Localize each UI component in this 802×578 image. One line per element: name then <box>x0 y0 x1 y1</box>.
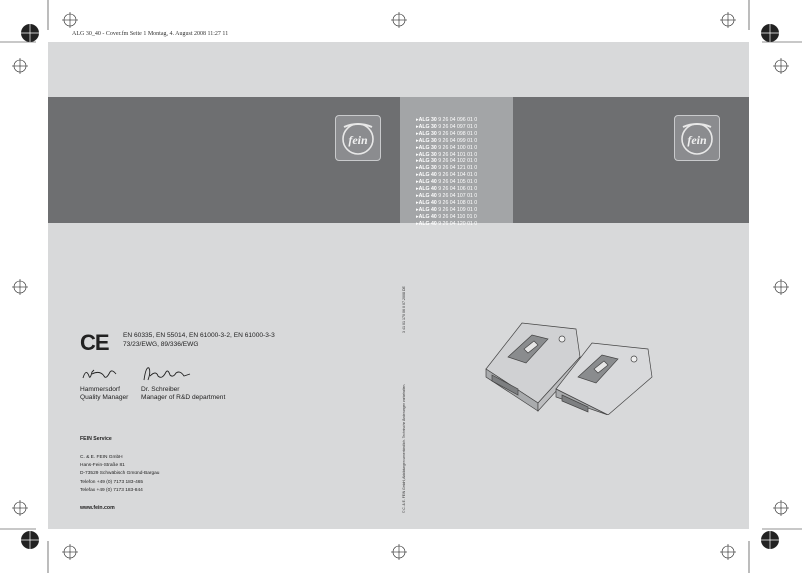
bullet-arrow-icon: ▸ <box>416 144 419 151</box>
model-name: ALG 30 <box>418 158 437 165</box>
bullet-arrow-icon: ▸ <box>416 192 419 199</box>
order-number-row <box>416 193 477 200</box>
order-number: 9 26 04 121 01 0 <box>438 165 478 172</box>
order-number-row <box>416 145 477 152</box>
order-number-row <box>416 172 477 179</box>
order-number: 9 26 04 100 01 0 <box>438 144 478 151</box>
bullet-arrow-icon: ▸ <box>416 165 419 172</box>
order-number-row <box>416 186 477 193</box>
address-line: Telefax +49 (0) 7173 183-844 <box>80 487 143 493</box>
signer-schreiber <box>141 386 225 402</box>
order-number: 9 26 04 102 01 0 <box>438 158 478 165</box>
bullet-arrow-icon: ▸ <box>416 123 419 130</box>
svg-text:fein: fein <box>348 133 368 147</box>
order-number: 9 26 04 099 01 0 <box>438 137 478 144</box>
fein-logo-left <box>335 115 381 161</box>
model-name: ALG 40 <box>418 192 437 199</box>
document-number: 3 41 01 170 06 0 07.2008 DE <box>402 286 406 333</box>
order-number: 9 26 04 107 01 0 <box>438 192 478 199</box>
order-number-row <box>416 165 477 172</box>
fein-logo-icon <box>336 116 380 160</box>
signer-hammersdorf <box>80 386 128 402</box>
model-name: ALG 40 <box>418 220 437 227</box>
website-link[interactable]: www.fein.com <box>80 505 115 511</box>
signature-icon <box>80 366 118 384</box>
order-number: 9 26 04 101 01 0 <box>438 151 478 158</box>
order-number: 9 26 04 120 01 0 <box>438 220 478 227</box>
address-line: D-73529 Schwäbisch Gmünd-Bargau <box>80 471 160 477</box>
model-name: ALG 30 <box>418 144 437 151</box>
bullet-arrow-icon: ▸ <box>416 137 419 144</box>
order-number-row <box>416 214 477 221</box>
svg-text:fein: fein <box>687 133 707 147</box>
signer-title: Quality Manager <box>80 394 129 401</box>
service-heading: FEIN Service <box>80 436 112 442</box>
ce-mark: CE <box>80 330 109 355</box>
bullet-arrow-icon: ▸ <box>416 186 419 193</box>
signer-name: Hammersdorf <box>80 386 120 393</box>
fein-logo-right <box>674 115 720 161</box>
order-number: 9 26 04 110 01 0 <box>438 213 477 220</box>
order-number: 9 26 04 104 01 0 <box>438 172 478 179</box>
order-number-row <box>416 200 477 207</box>
model-name: ALG 40 <box>418 179 437 186</box>
model-name: ALG 40 <box>418 206 437 213</box>
order-number-row <box>416 152 477 159</box>
standards-line: 73/23/EWG, 89/336/EWG <box>123 340 199 348</box>
bullet-arrow-icon: ▸ <box>416 158 419 165</box>
order-number-row <box>416 131 477 138</box>
bullet-arrow-icon: ▸ <box>416 117 419 123</box>
order-number-row <box>416 124 477 131</box>
model-name: ALG 30 <box>418 137 437 144</box>
model-name: ALG 30 <box>418 130 437 137</box>
order-number: 9 26 04 098 01 0 <box>438 130 478 137</box>
order-number-list <box>416 117 477 228</box>
address-line: Hans-Fein-Straße 81 <box>80 463 125 469</box>
bullet-arrow-icon: ▸ <box>416 179 419 186</box>
bullet-arrow-icon: ▸ <box>416 199 419 206</box>
address-line: Telefon +49 (0) 7173 183-465 <box>80 479 144 485</box>
battery-charger-image <box>478 315 668 415</box>
bullet-arrow-icon: ▸ <box>416 151 419 158</box>
model-name: ALG 30 <box>418 151 437 158</box>
signer-name: Dr. Schreiber <box>141 386 180 393</box>
fein-logo-icon <box>675 116 719 160</box>
service-address <box>80 454 159 495</box>
model-name: ALG 30 <box>418 123 437 130</box>
order-number-row <box>416 138 477 145</box>
order-number: 9 26 04 105 01 0 <box>438 179 478 186</box>
standards-line: EN 60335, EN 55014, EN 61000-3-2, EN 61000-3-3 <box>123 332 275 339</box>
signer-title: Manager of R&D department <box>141 394 226 401</box>
model-name: ALG 30 <box>418 117 437 123</box>
print-slug: ALG 30_40 - Cover.fm Seite 1 Montag, 4. August 2008 11:27 11 <box>72 31 229 37</box>
model-name: ALG 30 <box>418 165 437 172</box>
bullet-arrow-icon: ▸ <box>416 213 419 220</box>
order-number-row <box>416 221 477 228</box>
model-name: ALG 40 <box>418 172 437 179</box>
order-number: 9 26 04 109 01 0 <box>438 206 478 213</box>
standards-block <box>123 332 275 349</box>
order-number: 9 26 04 097 01 0 <box>438 123 478 130</box>
copyright-notice: © C. & E. FEIN GmbH, Abbildungen unverbindlich. Technische Änderungen vorbehalten. <box>402 383 406 513</box>
order-number-row <box>416 207 477 214</box>
model-name: ALG 40 <box>418 213 437 220</box>
order-number-row <box>416 179 477 186</box>
order-number: 9 26 04 108 01 0 <box>438 199 478 206</box>
signature-icon <box>140 364 196 384</box>
bullet-arrow-icon: ▸ <box>416 172 419 179</box>
order-number: 9 26 04 106 01 0 <box>438 186 478 193</box>
charger-illustration <box>478 315 668 420</box>
order-number: 9 26 04 096 01 0 <box>438 117 478 123</box>
order-number-row <box>416 158 477 165</box>
order-number-row <box>416 117 477 124</box>
model-name: ALG 40 <box>418 186 437 193</box>
model-name: ALG 40 <box>418 199 437 206</box>
bullet-arrow-icon: ▸ <box>416 220 419 227</box>
bullet-arrow-icon: ▸ <box>416 206 419 213</box>
address-line: C. & E. FEIN GmbH <box>80 455 123 460</box>
bullet-arrow-icon: ▸ <box>416 130 419 137</box>
